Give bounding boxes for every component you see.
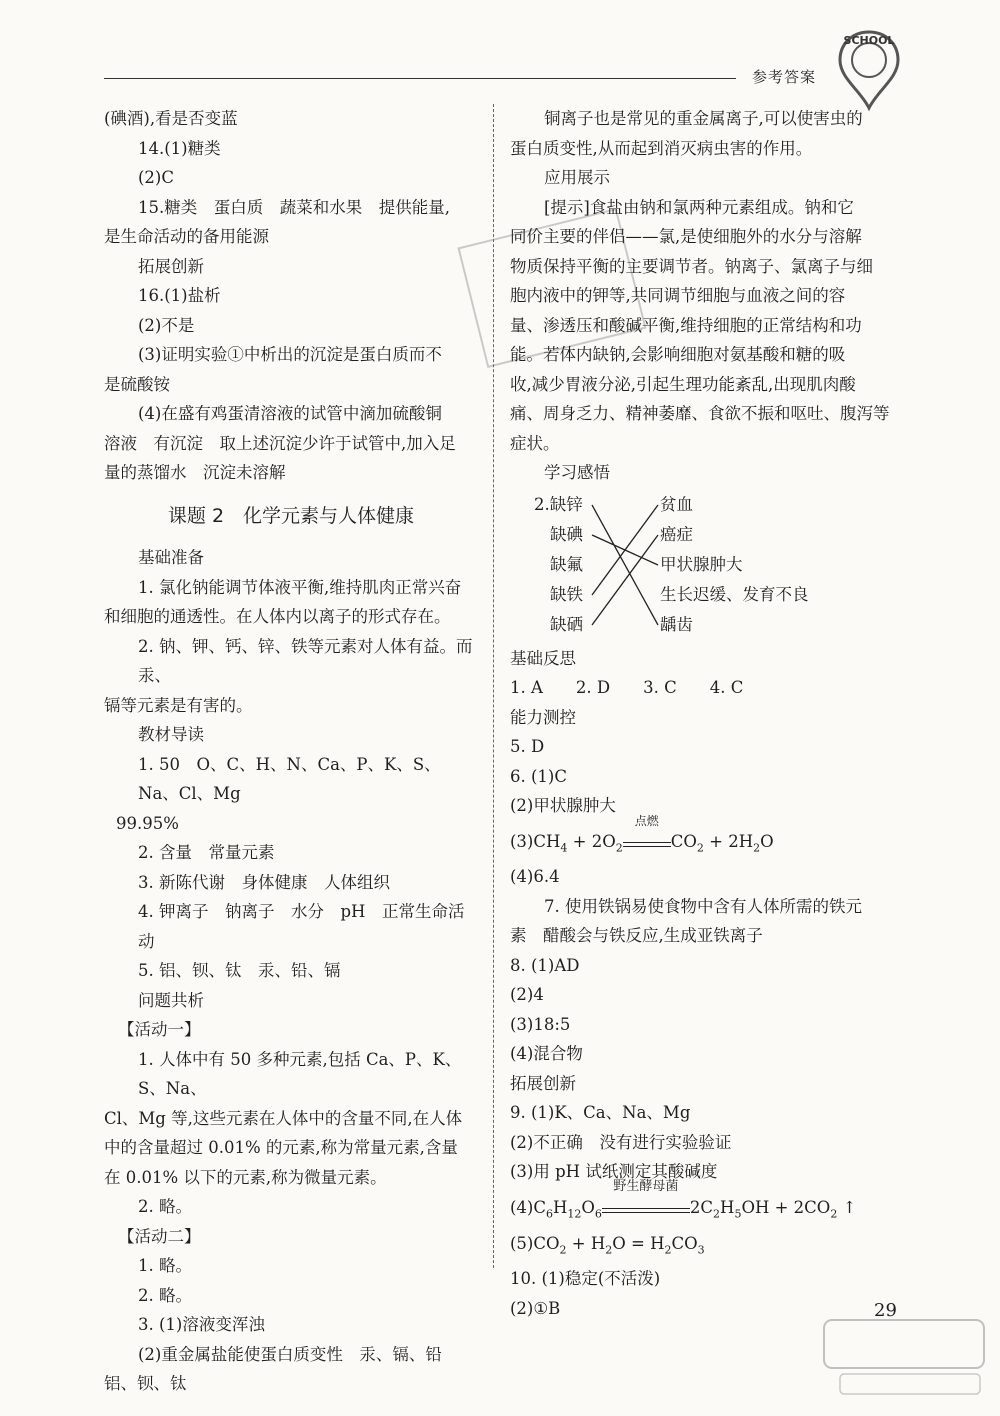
answer-line: 能。若体内缺钠,会影响细胞对氨基酸和糖的吸: [510, 345, 846, 364]
answer-line: 中的含量超过 0.01% 的元素,称为常量元素,含量: [104, 1138, 458, 1157]
matching-right-item: 癌症: [660, 524, 693, 544]
answer-line: 99.95%: [116, 813, 179, 833]
matching-left-item: [534, 490, 583, 520]
page-number: 29: [874, 1300, 897, 1321]
answer-line: 3. (1)溶液变浑浊: [138, 1315, 265, 1334]
answer-line: (2)不是: [138, 315, 195, 335]
section-subheading: 问题共析: [138, 990, 204, 1010]
answer-line: 16.(1)盐析: [138, 286, 221, 305]
reaction-condition: 点燃: [623, 830, 671, 847]
left-column: [104, 104, 478, 1399]
answer-line: 收,减少胃液分泌,引起生理功能紊乱,出现肌肉酸: [510, 374, 856, 394]
chemical-equation-methane: $(3)CH_4 + 2O_2$ 点燃 $CO_2 + 2H_2O$: [510, 813, 774, 854]
matching-right-item: 生长迟缓、发育不良: [660, 584, 809, 604]
answer-line: 蛋白质变性,从而起到消灭病虫害的作用。: [510, 138, 813, 158]
answer-line: 15.糖类 蛋白质 蔬菜和水果 提供能量,: [138, 197, 450, 217]
answer-line: 镉等元素是有害的。: [104, 695, 253, 715]
matching-prefix: 2.: [534, 494, 550, 514]
answer-line: 6. (1)C: [510, 766, 567, 786]
answer-line: 10. (1)稳定(不活泼): [510, 1269, 661, 1289]
answer-line: 1. 人体中有 50 多种元素,包括 Ca、P、K、S、Na、: [138, 1049, 462, 1098]
match-line: [592, 505, 658, 565]
answer-line: (3)18:5: [510, 1014, 571, 1034]
answer-line: 9. (1)K、Ca、Na、Mg: [510, 1103, 691, 1123]
answer-line: Cl、Mg 等,这些元素在人体中的含量不同,在人体: [104, 1108, 463, 1128]
answer-line: 1. 50 O、C、H、N、Ca、P、K、S、Na、Cl、Mg: [138, 754, 441, 803]
answer-line: (3)用 pH 试纸测定其酸碱度: [510, 1162, 718, 1182]
answer-line: 1. A 2. D 3. C 4. C: [510, 678, 744, 697]
answer-line: 在 0.01% 以下的元素,称为微量元素。: [104, 1167, 387, 1187]
answer-line: 2. 含量 常量元素: [138, 843, 275, 862]
answer-line: (2)甲状腺肿大: [510, 796, 616, 815]
answer-line: 8. (1)AD: [510, 955, 580, 975]
answer-line: 1. 氯化钠能调节体液平衡,维持肌肉正常兴奋: [138, 577, 462, 597]
header-rule: [104, 78, 736, 79]
section-subheading: 基础反思: [510, 648, 576, 668]
answer-line: (4)混合物: [510, 1044, 583, 1064]
answer-line: 物质保持平衡的主要调节者。钠离子、氯离子与细: [510, 256, 873, 276]
answer-line: 是硫酸铵: [104, 374, 170, 394]
answer-line: 和细胞的通透性。在人体内以离子的形式存在。: [104, 607, 451, 626]
answer-line: 铝、钡、钛: [104, 1374, 187, 1393]
answer-line: 5. 铝、钡、钛 汞、铅、镉: [138, 961, 341, 980]
chemical-equation-carbonic: $(5)CO_2 + H_2O = H_2CO_3$: [510, 1233, 705, 1256]
section-subheading: 拓展创新: [138, 256, 204, 276]
answer-line: 3. 新陈代谢 身体健康 人体组织: [138, 872, 390, 892]
matching-left-item: 缺硒: [550, 614, 583, 634]
reaction-condition: 野生酵母菌: [602, 1196, 690, 1213]
answer-line: 量、渗透压和酸碱平衡,维持细胞的正常结构和功: [510, 315, 862, 335]
matching-left-list: [534, 490, 583, 640]
corner-watermark-logo: [820, 1312, 990, 1402]
answer-line: (4)6.4: [510, 867, 560, 887]
matching-lines: [590, 490, 660, 640]
answer-line: 2. 略。: [138, 1285, 192, 1305]
answer-line: 是生命活动的备用能源: [104, 227, 269, 246]
match-line: [592, 565, 658, 625]
answer-line: 素 醋酸会与铁反应,生成亚铁离子: [510, 926, 763, 946]
answer-line: (碘酒),看是否变蓝: [104, 109, 238, 128]
answer-line: (3)证明实验①中析出的沉淀是蛋白质而不: [138, 345, 442, 364]
column-divider: [493, 104, 494, 1268]
matching-right-item: 贫血: [660, 494, 693, 514]
answer-line: 铜离子也是常见的重金属离子,可以使害虫的: [544, 109, 863, 128]
matching-right-item: 龋齿: [660, 614, 693, 634]
matching-left-item: 缺碘: [550, 524, 583, 544]
svg-text:SCHOOL: SCHOOL: [843, 34, 895, 47]
header-label: 参考答案: [752, 68, 817, 86]
answer-line: (2)4: [510, 985, 544, 1005]
section-subheading: 应用展示: [544, 168, 610, 187]
answer-line: (2)C: [138, 168, 174, 187]
answer-line: 1. 略。: [138, 1256, 192, 1275]
match-line: [592, 505, 658, 595]
section-subheading: 拓展创新: [510, 1073, 576, 1093]
section-title: 课题 2 化学元素与人体健康: [167, 504, 415, 527]
match-line: [592, 505, 658, 625]
answer-line: 5. D: [510, 737, 545, 756]
answer-line: (2)①B: [510, 1298, 561, 1318]
answer-line: 2. 略。: [138, 1197, 192, 1216]
matching-left-item: 缺铁: [550, 584, 583, 604]
right-column: [510, 104, 894, 1323]
answer-line: 同价主要的伴侣——氯,是使细胞外的水分与溶解: [510, 227, 862, 246]
section-subheading: 【活动二】: [118, 1226, 201, 1246]
section-subheading: 学习感悟: [544, 463, 610, 482]
section-subheading: 基础准备: [138, 548, 204, 567]
answer-line: (2)重金属盐能使蛋白质变性 汞、镉、铅: [138, 1344, 442, 1364]
answer-line: 溶液 有沉淀 取上述沉淀少许于试管中,加入足: [104, 433, 456, 453]
answer-line: 14.(1)糖类: [138, 138, 221, 158]
school-badge-icon: [834, 28, 904, 112]
answer-line: (4)在盛有鸡蛋清溶液的试管中滴加硫酸铜: [138, 404, 442, 423]
matching-exercise: [510, 490, 894, 640]
answer-line: 胞内液中的钾等,共同调节细胞与血液之间的容: [510, 286, 846, 305]
chemical-equation-fermentation: $(4)C_6H_{12}O_6$ 野生酵母菌 $2C_2H_5OH + 2CO_2$ ↑: [510, 1178, 857, 1221]
matching-right-list: [660, 490, 809, 640]
answer-line: (2)不正确 没有进行实验验证: [510, 1132, 732, 1152]
answer-line: 痛、周身乏力、精神萎靡、食欲不振和呕吐、腹泻等: [510, 404, 890, 423]
matching-left-label: 缺锌: [549, 494, 583, 514]
matching-left-item: 缺氟: [550, 554, 583, 574]
answer-line: 4. 钾离子 钠离子 水分 pH 正常生命活动: [138, 902, 465, 951]
answer-line: 2. 钠、钾、钙、锌、铁等元素对人体有益。而汞、: [138, 636, 473, 685]
answer-line: 症状。: [510, 433, 560, 453]
section-subheading: 【活动一】: [118, 1020, 201, 1039]
answer-line: 量的蒸馏水 沉淀未溶解: [104, 463, 286, 482]
matching-right-item: 甲状腺肿大: [660, 554, 743, 574]
section-subheading: 能力测控: [510, 707, 576, 727]
match-line: [592, 535, 658, 625]
answer-line: 7. 使用铁锅易使食物中含有人体所需的铁元: [544, 896, 862, 916]
answer-line: [提示]食盐由钠和氯两种元素组成。钠和它: [544, 197, 854, 217]
section-subheading: 教材导读: [138, 725, 204, 744]
